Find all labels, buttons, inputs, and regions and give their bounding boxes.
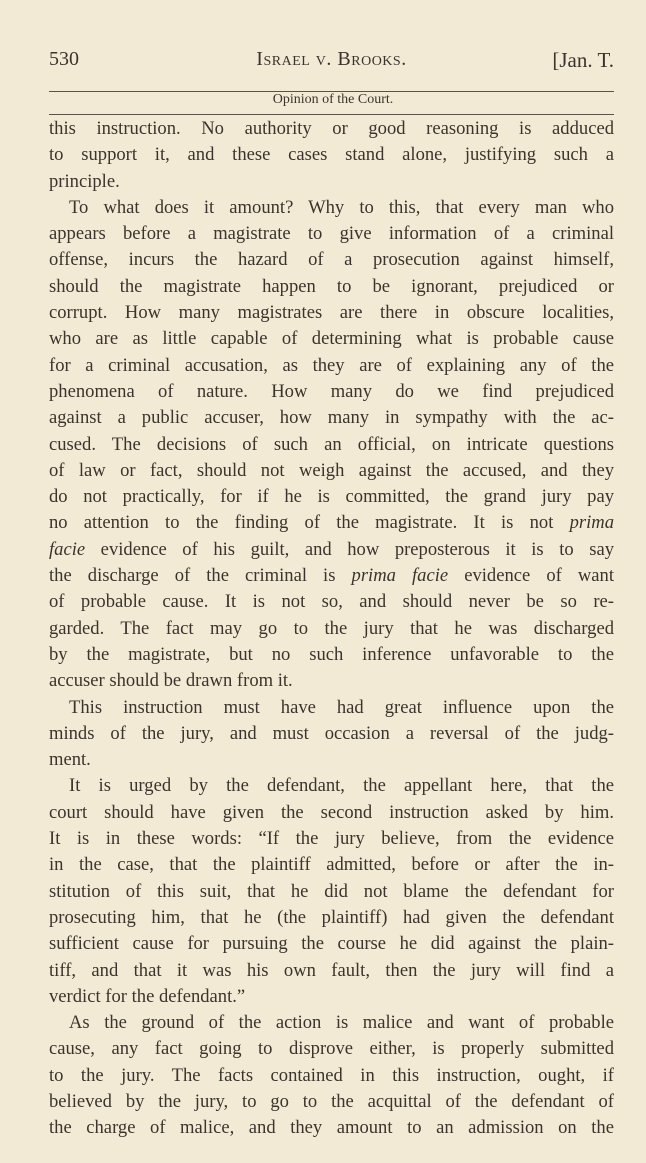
text-line (49, 1010, 614, 1036)
text-run: in the case, that the plaintiff admitted, before or after the in- (49, 854, 614, 876)
text-line (49, 300, 614, 326)
text-run: by the magistrate, but no such inference unfavorable to the (49, 643, 614, 665)
case-title: Israel v. Brooks. (256, 48, 407, 70)
text-run: minds of the jury, and must occasion a reversal of the judg- (49, 722, 614, 744)
text-line (49, 879, 614, 905)
text-run: for a criminal accusation, as they are of explaining any of the (49, 354, 614, 376)
text-run: should the magistrate happen to be ignorant, prejudiced or (49, 275, 614, 297)
text-line (49, 458, 614, 484)
text-line (49, 116, 614, 142)
text-run: It is urged by the defendant, the appellant here, that the (69, 775, 614, 797)
text-run: garded. The fact may go to the jury that he was discharged (49, 617, 614, 639)
text-line (49, 668, 614, 694)
text-run: cused. The decisions of such an official, on intricate questions (49, 433, 614, 455)
text-run: of probable cause. It is not so, and should never be so re- (49, 591, 614, 613)
text-run: evidence of want (448, 565, 614, 587)
text-line (49, 563, 614, 589)
text-line (49, 379, 614, 405)
text-line (49, 405, 614, 431)
text-line (49, 510, 614, 536)
text-line (49, 169, 614, 195)
text-line (49, 984, 614, 1010)
text-run: sufficient cause for pursuing the course he did against the plain- (49, 933, 614, 955)
text-line (49, 142, 614, 168)
text-run: It is in these words: “If the jury believe, from the evidence (49, 828, 614, 850)
text-run: prosecuting him, that he (the plaintiff) had given the defendant (49, 906, 614, 928)
text-line (49, 773, 614, 799)
text-run: tiff, and that it was his own fault, then the jury will find a (49, 959, 614, 981)
text-line (49, 905, 614, 931)
text-line (49, 353, 614, 379)
text-run: corrupt. How many magistrates are there in obscure localities, (49, 302, 614, 324)
text-run: to support it, and these cases stand alone, justifying such a (49, 144, 614, 166)
italic-phrase: facie (49, 538, 86, 560)
text-line (49, 1089, 614, 1115)
text-run: stitution of this suit, that he did not blame the defendant for (49, 880, 614, 902)
text-run: do not practically, for if he is committed, the grand jury pay (49, 486, 614, 508)
text-run: This instruction must have had great influence upon the (69, 696, 614, 718)
text-line (49, 1063, 614, 1089)
text-run: principle. (49, 170, 120, 192)
text-run: phenomena of nature. How many do we find prejudiced (49, 380, 614, 402)
text-run: this instruction. No authority or good reasoning is adduced (49, 118, 614, 139)
section-subheader: Opinion of the Court. (272, 92, 394, 107)
text-run: To what does it amount? Why to this, that every man who (69, 196, 614, 218)
text-run: As the ground of the action is malice and want of probable (69, 1012, 614, 1034)
text-line (49, 432, 614, 458)
italic-phrase: prima facie (351, 565, 449, 587)
running-header (49, 48, 614, 78)
text-line (49, 931, 614, 957)
text-run: offense, incurs the hazard of a prosecution against himself, (49, 249, 614, 271)
text-run: no attention to the finding of the magistrate. It is not (49, 512, 570, 534)
text-run: to the jury. The facts contained in this instruction, ought, if (49, 1064, 614, 1086)
subheader-rule (49, 114, 614, 115)
text-run: accuser should be drawn from it. (49, 670, 293, 692)
text-line (49, 826, 614, 852)
text-run: of law or fact, should not weigh against the accused, and they (49, 459, 614, 481)
text-line (49, 589, 614, 615)
text-line (49, 195, 614, 221)
opinion-text (49, 116, 614, 1142)
text-line (49, 721, 614, 747)
text-line (49, 247, 614, 273)
text-line (49, 1115, 614, 1141)
text-line (49, 642, 614, 668)
text-line (49, 221, 614, 247)
text-line (49, 852, 614, 878)
text-run: believed by the jury, to go to the acquittal of the defendant of (49, 1090, 614, 1112)
text-run: evidence of his guilt, and how preposterous it is to say (85, 538, 614, 560)
text-run: the charge of malice, and they amount to an admission on the (49, 1117, 614, 1139)
text-line (49, 616, 614, 642)
text-line (49, 800, 614, 826)
text-line (49, 537, 614, 563)
text-line (49, 326, 614, 352)
italic-phrase: prima (569, 512, 614, 534)
text-line (49, 958, 614, 984)
page-number: 530 (49, 48, 79, 70)
text-run: the discharge of the criminal is (49, 565, 352, 587)
text-run: appears before a magistrate to give information of a criminal (49, 223, 614, 245)
text-run: who are as little capable of determining what is probable cause (49, 328, 614, 350)
text-line (49, 484, 614, 510)
text-line (49, 274, 614, 300)
court-term: [Jan. T. (552, 48, 614, 72)
text-line (49, 695, 614, 721)
text-run: court should have given the second instruction asked by him. (49, 801, 614, 823)
text-line (49, 1036, 614, 1062)
text-run: cause, any fact going to disprove either, is properly submitted (49, 1038, 614, 1060)
text-run: verdict for the defendant.” (49, 985, 246, 1007)
text-run: ment. (49, 749, 91, 771)
text-run: against a public accuser, how many in sympathy with the ac- (49, 407, 614, 429)
text-line (49, 747, 614, 773)
